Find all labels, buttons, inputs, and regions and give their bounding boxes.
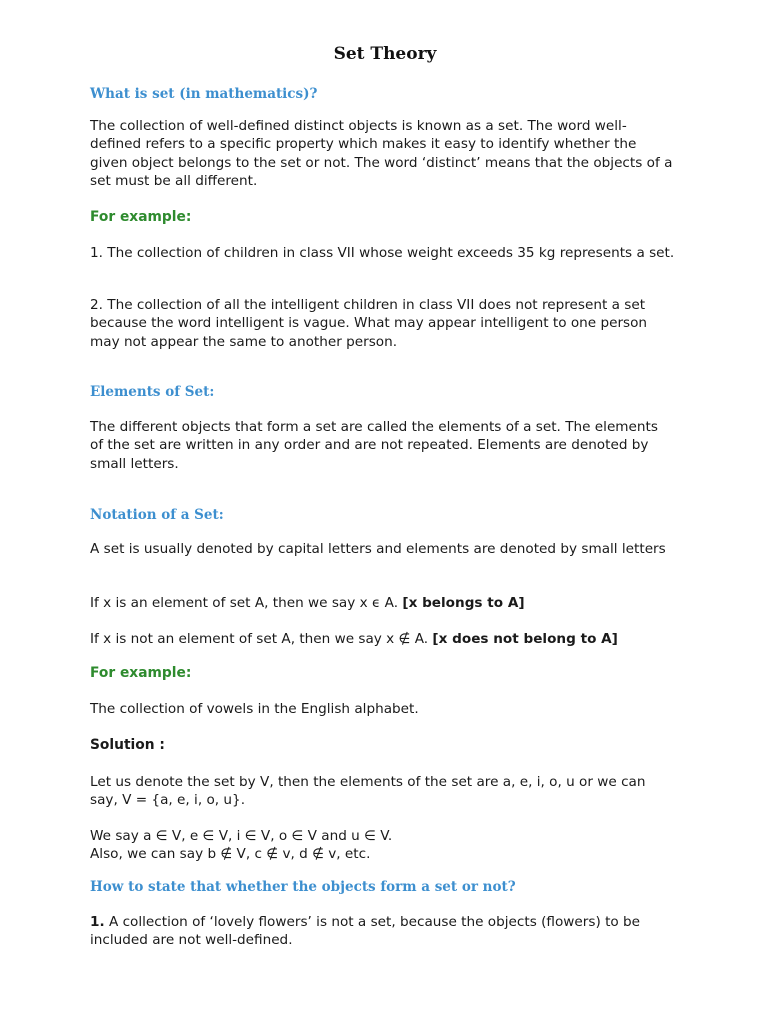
membership-line-1: We say a ∈ V, e ∈ V, i ∈ V, o ∈ V and u ∈ V. bbox=[90, 828, 393, 844]
example-item-2: 2. The collection of all the intelligent children in class VII does not represent a set because the word intelligent is vague. What may appear intelligent to one person may not appear the same to another person. bbox=[90, 297, 648, 350]
page-title: Set Theory bbox=[333, 44, 437, 64]
example-label-2: For example: bbox=[90, 665, 192, 681]
item-number: 1. bbox=[90, 914, 105, 930]
paragraph-lovely-flowers bbox=[90, 913, 675, 950]
not-belongs-note: [x does not belong to A] bbox=[432, 631, 618, 647]
paragraph-membership bbox=[90, 827, 675, 864]
heading-notation-of-set: Notation of a Set: bbox=[90, 507, 224, 523]
lovely-flowers-text: A collection of ‘lovely flowers’ is not a set, because the objects (flowers) to be included are not well-defined. bbox=[90, 914, 641, 949]
example-label-1: For example: bbox=[90, 209, 192, 225]
heading-elements-of-set: Elements of Set: bbox=[90, 384, 215, 400]
heading-what-is-set: What is set (in mathematics)? bbox=[90, 86, 318, 102]
belongs-note: [x belongs to A] bbox=[402, 595, 525, 611]
paragraph-belongs bbox=[90, 594, 675, 612]
paragraph-solution: Let us denote the set by V, then the elements of the set are a, e, i, o, u or we can say, V = {a, e, i, o, u}. bbox=[90, 774, 646, 809]
paragraph-vowels: The collection of vowels in the English alphabet. bbox=[90, 701, 419, 717]
not-belongs-text: If x is not an element of set A, then we say x ∉ A. bbox=[90, 631, 433, 647]
paragraph-set-definition: The collection of well-defined distinct objects is known as a set. The word well-defined refers to a specific property which makes it easy to identify whether the given object belongs to the set or not. The word ‘distinct’ means that the objects of a set must be all different. bbox=[90, 118, 673, 190]
membership-line-2: Also, we can say b ∉ V, c ∉ v, d ∉ v, etc. bbox=[90, 846, 371, 863]
paragraph-notation: A set is usually denoted by capital letters and elements are denoted by small letters bbox=[90, 541, 666, 557]
belongs-text: If x is an element of set A, then we say x ϵ A. bbox=[90, 595, 403, 611]
paragraph-elements: The different objects that form a set are called the elements of a set. The elements of the set are written in any order and are not repeated. Elements are denoted by small letters. bbox=[90, 419, 658, 472]
paragraph-not-belongs bbox=[90, 630, 675, 648]
solution-label: Solution : bbox=[90, 737, 165, 753]
heading-how-to-state: How to state that whether the objects form a set or not? bbox=[90, 879, 516, 895]
example-item-1: 1. The collection of children in class VII whose weight exceeds 35 kg represents a set. bbox=[90, 245, 675, 261]
